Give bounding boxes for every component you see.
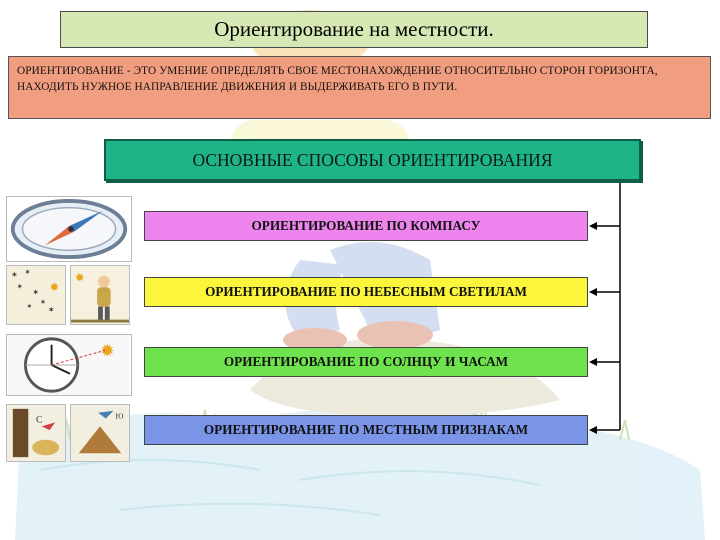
- svg-text:✶: ✶: [10, 269, 19, 280]
- method-local-signs: ОРИЕНТИРОВАНИЕ ПО МЕСТНЫМ ПРИЗНАКАМ: [144, 415, 588, 445]
- method-sun-and-clock: ОРИЕНТИРОВАНИЕ ПО СОЛНЦУ И ЧАСАМ: [144, 347, 588, 377]
- svg-text:✶: ✶: [24, 267, 31, 277]
- tree-stump-icon: [6, 404, 66, 462]
- svg-text:✹: ✹: [99, 340, 115, 361]
- page-title: Ориентирование на местности.: [60, 11, 648, 48]
- definition-text: ОРИЕНТИРОВАНИЕ - ЭТО УМЕНИЕ ОПРЕДЕЛЯТЬ СВОЕ МЕСТОНАХОЖДЕНИЕ ОТНОСИТЕЛЬНО СТОРОН ГОРИЗОНТА, НАХОДИТЬ НУЖНОЕ НАПРАВЛЕНИЕ ДВИЖЕНИЯ И ВЫДЕРЖИВАТЬ ЕГО В ПУТИ.: [8, 56, 711, 119]
- svg-text:✶: ✶: [26, 303, 32, 311]
- svg-text:Ю: Ю: [115, 411, 124, 421]
- svg-text:C: C: [36, 414, 43, 426]
- method-celestial-bodies: ОРИЕНТИРОВАНИЕ ПО НЕБЕСНЫМ СВЕТИЛАМ: [144, 277, 588, 307]
- svg-text:✶: ✶: [32, 287, 40, 297]
- svg-text:✶: ✶: [39, 297, 47, 307]
- svg-text:✶: ✶: [16, 282, 24, 292]
- sun-clock-icon: [6, 334, 132, 396]
- stars-icon: [6, 265, 66, 325]
- svg-text:✹: ✹: [49, 281, 60, 295]
- svg-text:✹: ✹: [74, 271, 85, 285]
- svg-text:✶: ✶: [47, 304, 55, 315]
- anthill-icon: [70, 404, 130, 462]
- main-heading: ОСНОВНЫЕ СПОСОБЫ ОРИЕНТИРОВАНИЯ: [104, 139, 641, 181]
- method-compass: ОРИЕНТИРОВАНИЕ ПО КОМПАСУ: [144, 211, 588, 241]
- compass-icon: [6, 196, 132, 262]
- hiker-icon: [70, 265, 130, 325]
